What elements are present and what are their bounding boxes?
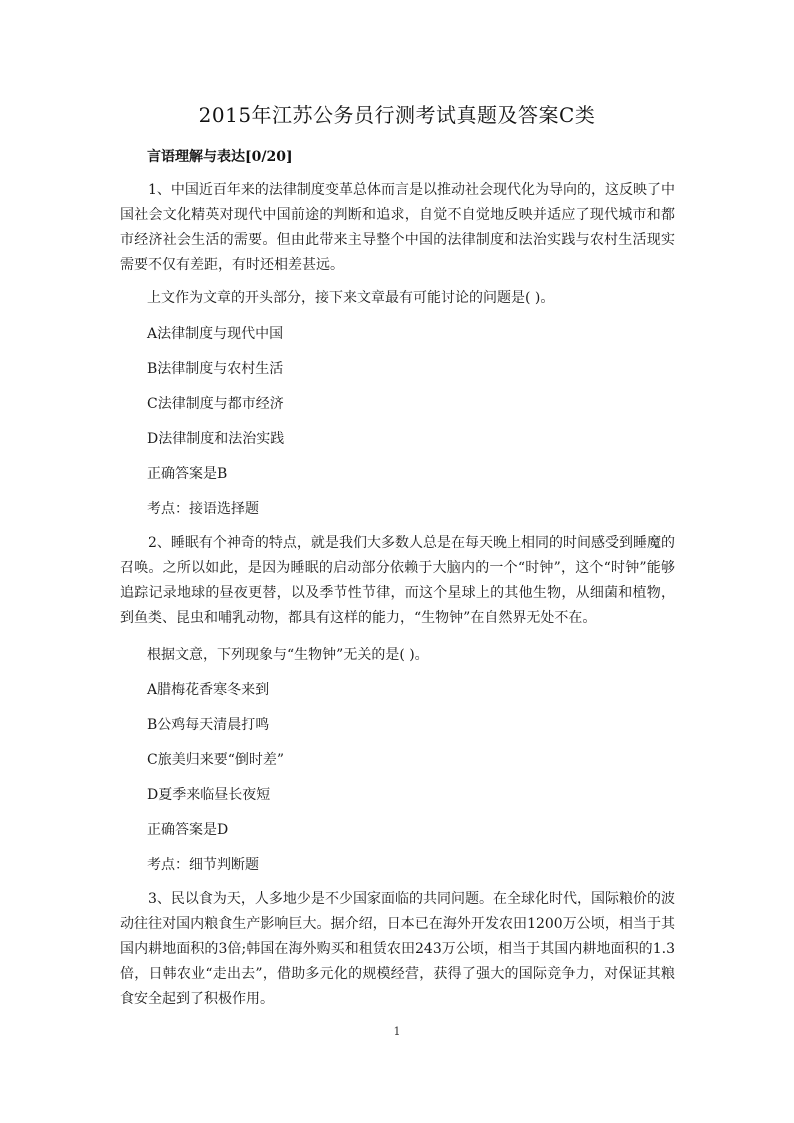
question-1-answer: 正确答案是B xyxy=(147,466,228,482)
document-title: 2015年江苏公务员行测考试真题及答案C类 xyxy=(198,103,596,127)
question-1-topic: 考点：接语选择题 xyxy=(147,501,259,517)
question-2-option-b: B公鸡每天清晨打鸣 xyxy=(147,717,270,733)
question-2-prompt: 根据文意，下列现象与“生物钟”无关的是( )。 xyxy=(147,647,429,663)
question-3-stem: 3、民以食为天，人多地少是不少国家面临的共同问题。在全球化时代，国际粮价的波动往往对国内粮食生产影响巨大。据介绍，日本已在海外开发农田1200万公顷，相当于其国内耕地面积的3倍;韩国在海外购买和租赁农田243万公顷，相当于其国内耕地面积的1.3倍，日韩农业“走出去”，借助多元化的规模经营，获得了强大的国际竞争力，对保证其粮食安全起到了积极作用。 xyxy=(120,891,675,1007)
section-heading: 言语理解与表达[0/20] xyxy=(147,149,293,165)
question-2-stem: 2、睡眠有个神奇的特点，就是我们大多数人总是在每天晚上相同的时间感受到睡魔的召唤。之所以如此，是因为睡眠的启动部分依赖于大脑内的一个“时钟”，这个“时钟”能够追踪记录地球的昼夜更替，以及季节性节律，而这个星球上的其他生物，从细菌和植物，到鱼类、昆虫和哺乳动物，都具有这样的能力，“生物钟”在自然界无处不在。 xyxy=(120,535,675,626)
question-1-option-a: A法律制度与现代中国 xyxy=(147,326,284,342)
page-number: 1 xyxy=(393,1025,401,1038)
question-2-option-a: A腊梅花香寒冬来到 xyxy=(147,682,270,698)
question-1-option-c: C法律制度与都市经济 xyxy=(147,396,284,412)
question-1-option-b: B法律制度与农村生活 xyxy=(147,361,284,377)
question-2-option-d: D夏季来临昼长夜短 xyxy=(147,787,271,803)
question-2-option-c: C旅美归来要“倒时差” xyxy=(147,752,285,768)
question-1-prompt: 上文作为文章的开头部分，接下来文章最有可能讨论的问题是( )。 xyxy=(147,290,555,306)
question-1-stem: 1、中国近百年来的法律制度变革总体而言是以推动社会现代化为导向的，这反映了中国社会文化精英对现代中国前途的判断和追求，自觉不自觉地反映并适应了现代城市和都市经济社会生活的需要。但由此带来主导整个中国的法律制度和法治实践与农村生活现实需要不仅有差距，有时还相差甚远。 xyxy=(120,182,675,273)
question-2-answer: 正确答案是D xyxy=(147,822,229,838)
question-1-option-d: D法律制度和法治实践 xyxy=(147,431,285,447)
question-2-topic: 考点：细节判断题 xyxy=(147,857,259,873)
